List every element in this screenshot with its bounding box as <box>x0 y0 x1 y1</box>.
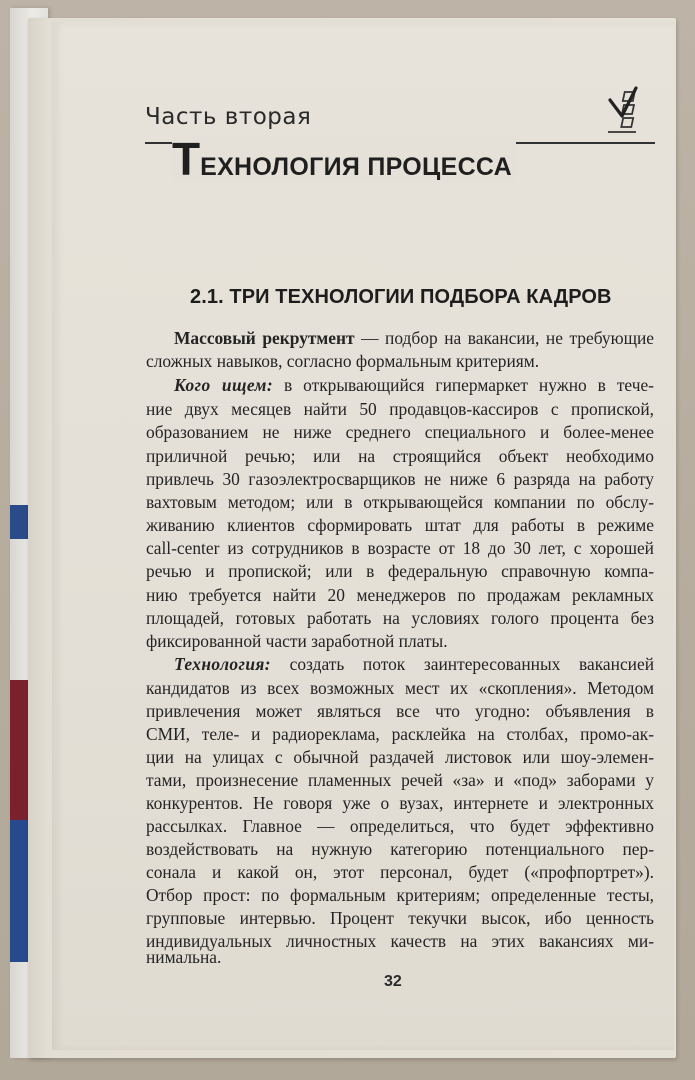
paragraph-line: ции на улицах с обычной раздачей листовок или шоу-элемен- <box>146 747 654 767</box>
paragraph-line: Кого ищем: в открывающийся гипермаркет нужно в тече- <box>174 375 654 395</box>
chapter-title-rest: ЕХНОЛОГИЯ ПРОЦЕССА <box>200 153 513 181</box>
paragraph-line: вахтовым методом; или в открывающейся компании по обслу- <box>146 492 654 512</box>
paragraph-line: сонала и какой он, этот персонал, будет («профпортрет»). <box>146 862 654 882</box>
paragraph-line: образованием не ниже среднего специального и более-менее <box>146 422 654 442</box>
paragraph-line: call-center из сотрудников в возрасте от 18 до 30 лет, с хорошей <box>146 538 654 558</box>
term-mass-recruitment: Массовый рекрутмент <box>174 328 355 348</box>
paragraph-line: индивидуальных личностных качеств на этих вакансиях ми- <box>146 931 654 951</box>
paragraph-line: Технология: создать поток заинтересованных вакансией <box>174 654 654 674</box>
paragraph-line: тами, произнесение пламенных речей «за» и «под» заборами у <box>146 770 654 790</box>
paragraph-line: Массовый рекрутмент — подбор на вакансии, не требующие <box>174 328 654 348</box>
paragraph-line: живанию клиентов сформировать штат для работы в режиме <box>146 515 654 535</box>
paragraph-line: фиксированной части заработной платы. <box>146 631 448 651</box>
part-label: Часть вторая <box>145 104 312 130</box>
paragraph-line: Отбор прост: по формальным критериям; определенные тесты, <box>146 885 654 905</box>
paragraph-line: приличной речью; или на строящийся объект необходимо <box>146 446 654 466</box>
paragraph-line: привлечь 30 газоэлектросварщиков не ниже 6 разряда на работу <box>146 469 654 489</box>
section-title: 2.1. ТРИ ТЕХНОЛОГИИ ПОДБОРА КАДРОВ <box>190 286 612 308</box>
paragraph-line: рассылках. Главное — определиться, что будет эффективно <box>146 816 654 836</box>
checklist-icon <box>606 86 658 143</box>
chapter-title <box>172 133 516 185</box>
paragraph-line: кандидатов из всех возможных мест их «скопления». Методом <box>146 678 654 698</box>
paragraph-line: ние двух месяцев найти 50 продавцов-кассиров с пропиской, <box>146 399 654 419</box>
paragraph-line: сложных навыков, согласно формальным критериям. <box>146 351 540 371</box>
term-whom-we-seek: Кого ищем: <box>174 375 274 395</box>
paragraph-line: привлечения может являться все что угодно: объявления в <box>146 701 654 721</box>
paragraph-line: групповые интервью. Процент текучки высок, ибо ценность <box>146 908 654 928</box>
paragraph-line: нию требуется найти 20 менеджеров по продажам рекламных <box>146 585 654 605</box>
paragraph-line: площадей, готовых работать на условиях голого процента без <box>146 608 654 628</box>
chapter-title-initial: Т <box>172 133 201 185</box>
paragraph-line: СМИ, теле- и радиореклама, расклейка на столбах, промо-ак- <box>146 724 654 744</box>
paragraph-line: нимальна. <box>146 947 222 967</box>
paragraph-line: конкурентов. Не говоря уже о вузах, интернете и электронных <box>146 793 654 813</box>
page-number: 32 <box>384 973 402 990</box>
term-technology: Технология: <box>174 654 271 674</box>
paragraph-line: воздействовать на нужную категорию потенциального пер- <box>146 839 654 859</box>
paragraph-line: речью и пропиской; или в федеральную справочную компа- <box>146 561 654 581</box>
